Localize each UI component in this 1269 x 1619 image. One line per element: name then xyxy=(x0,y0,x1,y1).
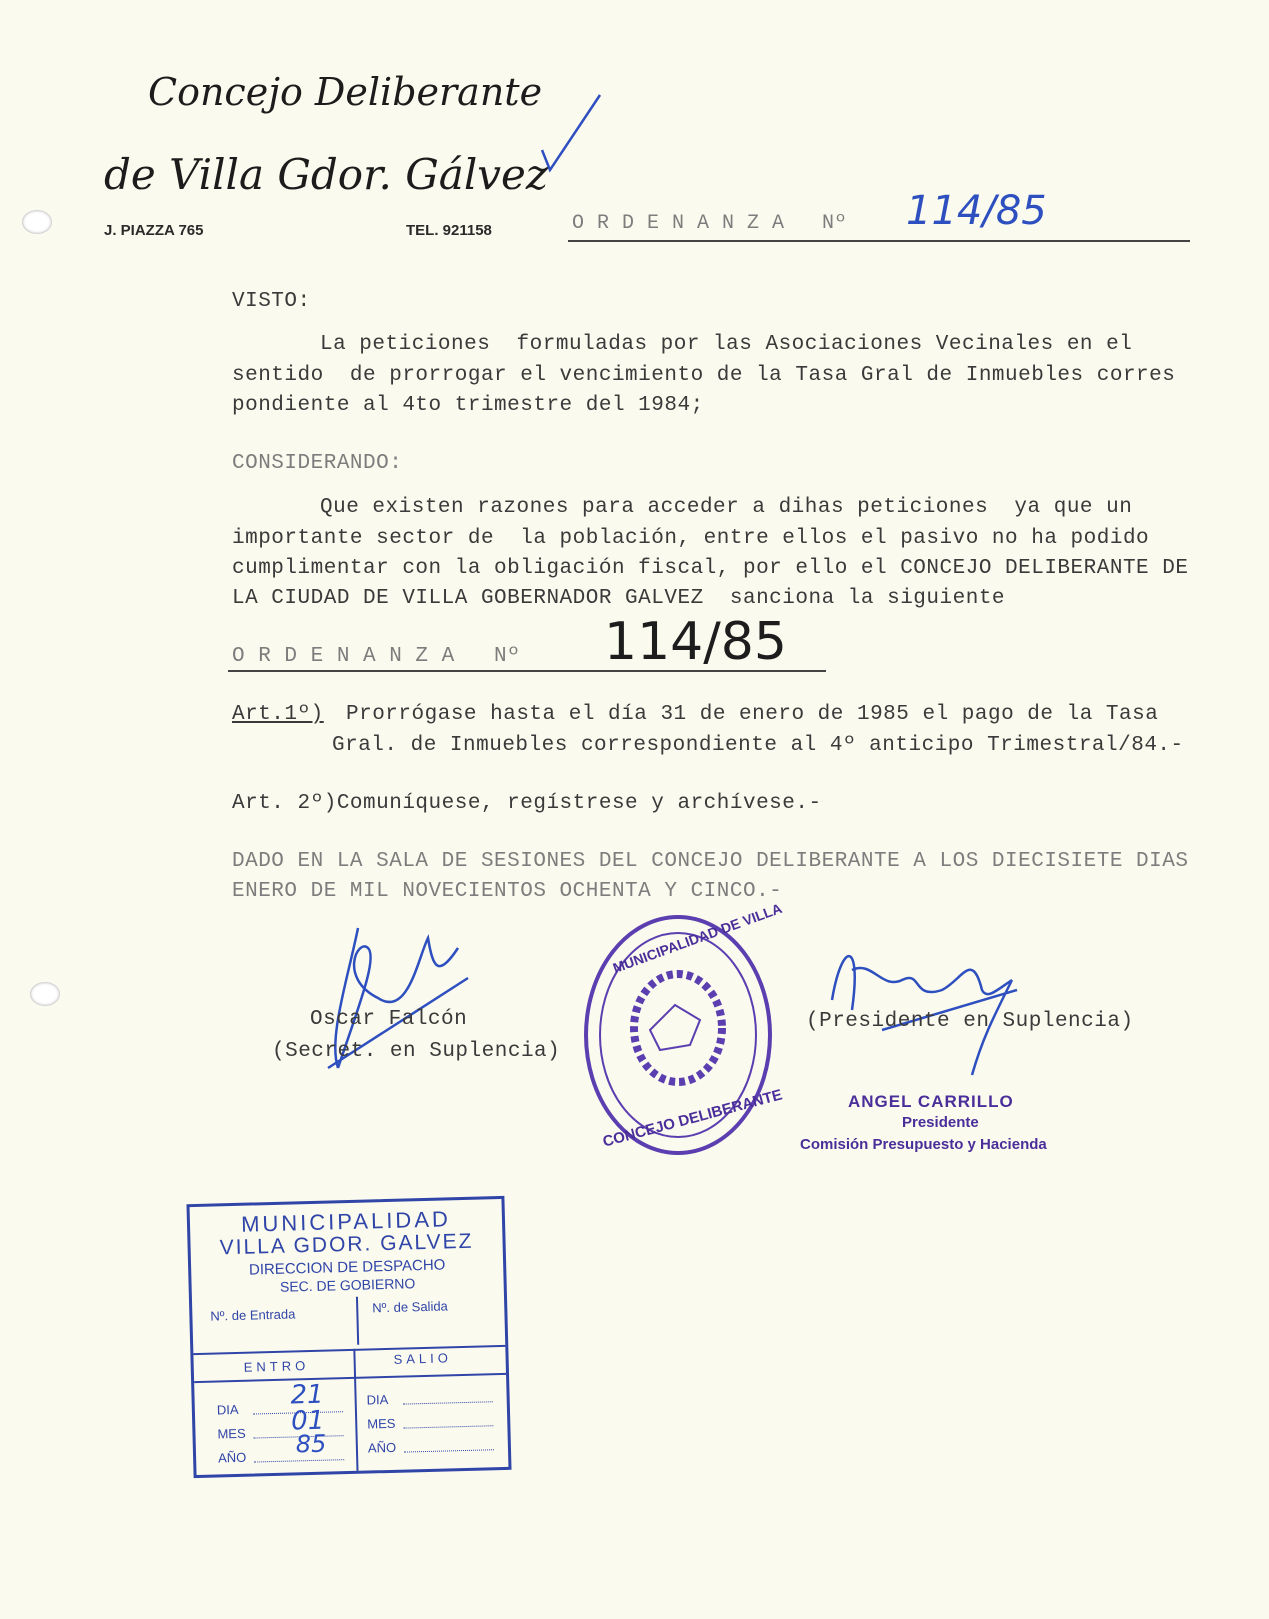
stamp-dotted-line xyxy=(403,1425,493,1428)
stamp-ano-label: AÑO xyxy=(217,1449,247,1466)
stamp-dotted-line xyxy=(254,1459,344,1462)
right-signature-icon xyxy=(822,930,1022,1080)
stamp-mes-label: MES xyxy=(217,1425,246,1442)
stamp-entrada-label: Nº. de Entrada xyxy=(210,1306,296,1324)
punch-hole xyxy=(22,210,52,234)
considerando-line: LA CIUDAD DE VILLA GOBERNADOR GALVEZ sanciona la siguiente xyxy=(232,587,1006,610)
considerando-line: Que existen razones para acceder a dihas peticiones ya que un xyxy=(320,496,1133,519)
ordinance-label: O R D E N A N Z A Nº xyxy=(232,645,521,668)
stamp-line3: DIRECCION DE DESPACHO xyxy=(248,1256,446,1279)
stamp-ano-value: 85 xyxy=(295,1429,327,1459)
stamp-line2: VILLA GDOR. GALVEZ xyxy=(219,1229,474,1260)
stamp-divider xyxy=(356,1297,359,1345)
stamp-salida-ano-label: AÑO xyxy=(367,1439,397,1456)
stamp-divider xyxy=(353,1349,358,1471)
visto-heading: VISTO: xyxy=(232,290,311,313)
reception-stamp xyxy=(186,1196,511,1478)
letterhead-line2: de Villa Gdor. Gálvez xyxy=(104,150,548,199)
right-signatory-role: (Presidente en Suplencia) xyxy=(806,1010,1134,1033)
stamp-title: Presidente xyxy=(902,1114,979,1131)
art1-line: Prorrógase hasta el día 31 de enero de 1985 el pago de la Tasa xyxy=(346,703,1159,726)
check-mark-icon xyxy=(530,90,610,180)
stamp-dia-value: 21 xyxy=(290,1379,324,1411)
letterhead-line1: Concejo Deliberante xyxy=(148,70,543,114)
header-ordinance-label: O R D E N A N Z A Nº xyxy=(572,212,848,235)
stamp-entro-label: ENTRO xyxy=(243,1358,310,1375)
seal-bottom-text: CONCEJO DELIBERANTE xyxy=(600,1086,785,1151)
stamp-salida-dia-label: DIA xyxy=(366,1391,389,1408)
art1-line: Gral. de Inmuebles correspondiente al 4º anticipo Trimestral/84.- xyxy=(332,734,1184,757)
ordinance-underline xyxy=(228,670,826,672)
punch-hole xyxy=(30,982,60,1006)
stamp-line4: SEC. DE GOBIERNO xyxy=(279,1275,416,1295)
considerando-heading: CONSIDERANDO: xyxy=(232,452,403,475)
ordinance-number: 114/85 xyxy=(604,612,787,672)
dado-line: DADO EN LA SALA DE SESIONES DEL CONCEJO DELIBERANTE A LOS DIECISIETE DIAS xyxy=(232,850,1189,873)
stamp-mes-value: 01 xyxy=(290,1405,325,1437)
letterhead-phone: TEL. 921158 xyxy=(406,222,492,239)
visto-line: sentido de prorrogar el vencimiento de la Tasa Gral de Inmuebles corres xyxy=(232,364,1176,387)
stamp-divider xyxy=(193,1345,505,1355)
considerando-line: cumplimentar con la obligación fiscal, por ello el CONCEJO DELIBERANTE DE xyxy=(232,557,1189,580)
stamp-salida-label: Nº. de Salida xyxy=(372,1298,448,1316)
stamp-dotted-line xyxy=(404,1449,494,1452)
considerando-line: importante sector de la población, entre ellos el pasivo no ha podido xyxy=(232,527,1150,550)
art1-label: Art.1º) xyxy=(232,703,324,726)
header-underline xyxy=(568,240,1190,242)
left-signatory-role: (Secret. en Suplencia) xyxy=(272,1040,561,1063)
left-signatory-name: Oscar Falcón xyxy=(310,1008,468,1031)
stamp-salida-mes-label: MES xyxy=(367,1415,396,1432)
stamp-name: ANGEL CARRILLO xyxy=(848,1092,1014,1111)
letterhead-address: J. PIAZZA 765 xyxy=(104,222,204,239)
stamp-divider xyxy=(194,1373,506,1383)
header-ordinance-number: 114/85 xyxy=(906,188,1047,234)
stamp-dotted-line xyxy=(403,1401,493,1404)
art2-text: Art. 2º)Comuníquese, regístrese y archívese.- xyxy=(232,792,822,815)
stamp-commission: Comisión Presupuesto y Hacienda xyxy=(800,1136,1047,1153)
seal-top-text: MUNICIPALIDAD DE VILLA xyxy=(610,899,784,977)
stamp-line1: MUNICIPALIDAD xyxy=(240,1206,452,1237)
dado-line: ENERO DE MIL NOVECIENTOS OCHENTA Y CINCO.- xyxy=(232,880,783,903)
visto-line: pondiente al 4to trimestre del 1984; xyxy=(232,394,704,417)
stamp-dia-label: DIA xyxy=(216,1401,239,1418)
visto-line: La peticiones formuladas por las Asociaciones Vecinales en el xyxy=(320,333,1133,356)
stamp-salio-label: SALIO xyxy=(393,1350,453,1367)
